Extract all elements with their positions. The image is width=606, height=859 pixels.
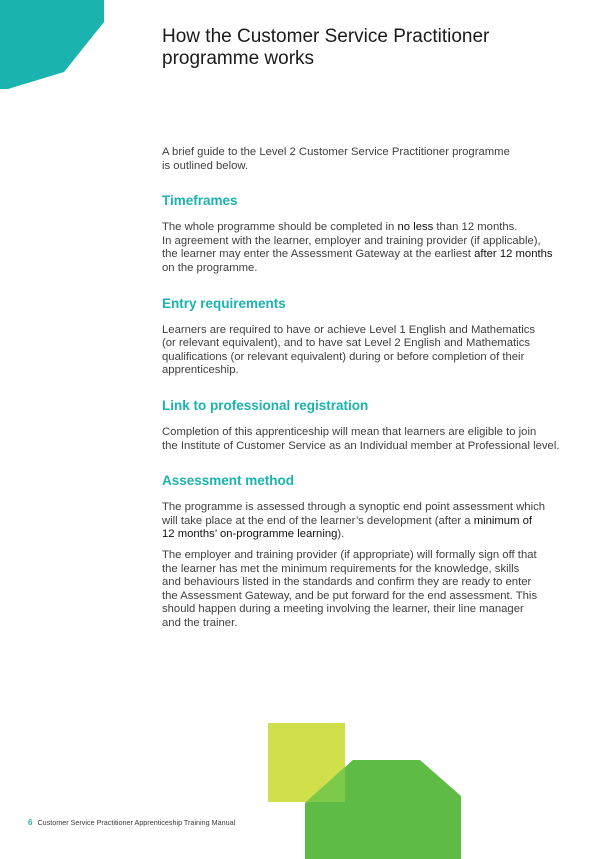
- assessment-method-text: The programme is assessed through a synoptic end point assessment which will take place at the end of the learner’s development (after a minimum of 12 months’ on-programme learning).: [162, 501, 546, 541]
- timeframes-heading: Timeframes: [162, 193, 238, 209]
- assessment-method-heading: Assessment method: [162, 473, 295, 489]
- entry-requirements-heading: Entry requirements: [162, 295, 286, 311]
- page-number: 6: [28, 818, 33, 827]
- page-footer: [28, 818, 235, 827]
- professional-registration-heading: Link to professional registration: [162, 397, 369, 413]
- assessment-sign-off-text: The employer and training provider (if appropriate) will formally sign off that the learner has met the minimum requirements for the knowledge, skills and behaviours listed in the standards and confirm they are ready to enter the Assessment Gateway, and be put forward for the end assessment. This should happen during a meeting involving the learner, their line manager and the trainer.: [162, 548, 538, 629]
- footer-text: Customer Service Practitioner Apprenticeship Training Manual: [37, 818, 236, 827]
- professional-registration-text: Completion of this apprenticeship will mean that learners are eligible to join the Institute of Customer Service as an Individual member at Professional level.: [162, 425, 560, 452]
- intro-text: A brief guide to the Level 2 Customer Service Practitioner programme is outlined below.: [162, 146, 510, 172]
- timeframes-text: The whole programme should be completed in no less than 12 months. In agreement with the learner, employer and training provider (if applicable), the learner may enter the Assessment Gateway at the earliest after 12 months on the programme.: [162, 221, 553, 274]
- page-title: How the Customer Service Practitioner programme works: [162, 26, 490, 69]
- entry-requirements-text: Learners are required to have or achieve Level 1 English and Mathematics (or relevant equivalent), and to have sat Level 2 English and Mathematics qualifications (or relevant equivalent) during or before completion of their apprenticeship.: [162, 323, 536, 377]
